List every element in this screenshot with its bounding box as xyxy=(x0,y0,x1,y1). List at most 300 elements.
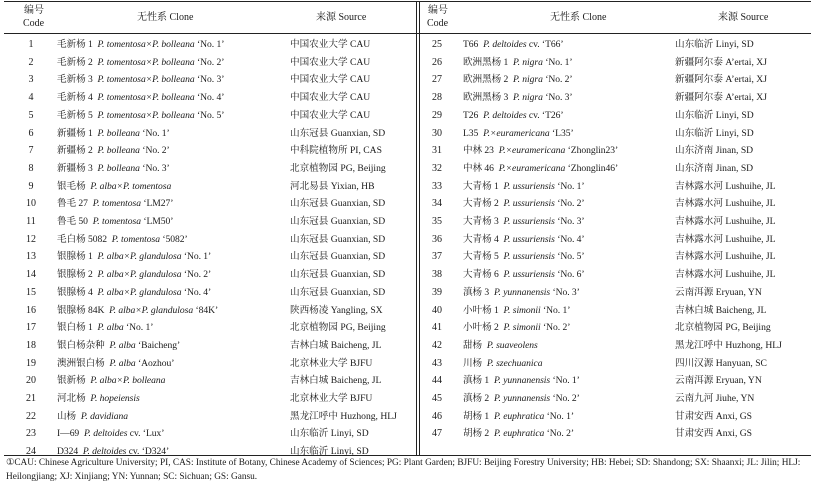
clone-latin-name: P. alba xyxy=(109,339,136,351)
clone-latin-name: P. ussuriensis xyxy=(503,216,555,227)
clone-cell xyxy=(57,54,224,72)
source-cell: 中国农业大学 CAU xyxy=(290,92,371,104)
header-code-cn: 编号 xyxy=(24,5,44,16)
clone-cultivar: ‘No. 2’ xyxy=(552,393,580,404)
clone-latin-name: P. yunnanensis xyxy=(493,375,551,387)
code-cell: 30 xyxy=(432,127,442,139)
clone-latin-name: P. yunnanensis xyxy=(493,393,551,404)
code-cell: 45 xyxy=(432,393,442,404)
table-row xyxy=(0,319,415,337)
table-row xyxy=(420,284,815,302)
source-cell: 中国农业大学 CAU xyxy=(290,109,371,121)
source-cell: 吉林白城 Baicheng, JL xyxy=(675,304,767,316)
clone-cell xyxy=(463,142,618,160)
clone-chinese-name: 欧洲黑杨 3 xyxy=(463,92,509,104)
clone-latin-name: P. ussuriensis xyxy=(503,251,555,263)
code-cell: 13 xyxy=(26,251,36,263)
clone-chinese-name: L35 xyxy=(463,127,479,139)
clone-cultivar: ‘No. 3’ xyxy=(196,74,225,86)
clone-chinese-name: 大青杨 3 xyxy=(463,216,499,227)
clone-chinese-name: 银腺杨 84K xyxy=(57,304,105,316)
source-cell: 甘肃安西 Anxi, GS xyxy=(675,428,753,440)
clone-cultivar: ‘Baicheng’ xyxy=(137,339,181,351)
clone-cultivar: ‘No. 4’ xyxy=(557,233,585,245)
source-cell: 山东冠县 Guanxian, SD xyxy=(290,127,386,139)
code-cell: 14 xyxy=(26,269,36,281)
clone-latin-name: P. suaveolens xyxy=(486,339,538,351)
clone-latin-name: P. tomentosa×P. bolleana xyxy=(97,109,195,121)
source-cell: 黑龙江呼中 Huzhong, HLJ xyxy=(675,339,782,351)
clone-latin-name: P. simonii xyxy=(503,322,541,334)
clone-cultivar: ‘Aozhou’ xyxy=(137,357,175,369)
clone-cultivar: ‘No. 2’ xyxy=(543,322,571,334)
source-cell: 山东临沂 Linyi, SD xyxy=(290,446,369,458)
table-row xyxy=(0,231,415,249)
source-cell: 山东临沂 Linyi, SD xyxy=(675,127,754,139)
clone-cultivar: cv. ‘D324’ xyxy=(128,446,170,458)
clone-latin-name: P. tomentosa×P. bolleana xyxy=(97,74,195,86)
clone-chinese-name: 河北杨 xyxy=(57,393,86,404)
clone-latin-name: P. alba×P. glandulosa xyxy=(97,269,182,281)
clone-chinese-name: 银新杨 xyxy=(57,375,86,387)
clone-chinese-name: 毛新杨 3 xyxy=(57,74,93,86)
clone-cell xyxy=(57,142,170,160)
clone-latin-name: P. tomentosa xyxy=(92,198,141,210)
clone-cell xyxy=(57,178,171,196)
code-cell: 28 xyxy=(432,92,442,104)
code-cell: 31 xyxy=(432,145,442,157)
code-cell: 5 xyxy=(28,109,34,121)
clone-latin-name: P. alba×P. glandulosa xyxy=(97,251,182,263)
table-row xyxy=(420,89,815,107)
clone-cultivar: ‘No. 1’ xyxy=(183,251,212,263)
clone-chinese-name: T26 xyxy=(463,109,479,121)
source-cell: 黑龙江呼中 Huzhong, HLJ xyxy=(290,410,397,422)
table-row xyxy=(0,337,415,355)
code-cell: 8 xyxy=(28,162,34,174)
code-cell: 32 xyxy=(432,162,442,174)
clone-chinese-name: 川杨 xyxy=(463,357,483,369)
clone-latin-name: P. simonii xyxy=(503,304,541,316)
table-row xyxy=(0,36,415,54)
source-cell: 云南洱源 Eryuan, YN xyxy=(675,286,762,298)
code-cell: 25 xyxy=(432,39,442,50)
clone-cell xyxy=(57,213,173,231)
clone-cultivar: ‘No. 5’ xyxy=(557,251,585,263)
clone-cell xyxy=(463,284,580,302)
code-cell: 19 xyxy=(26,357,36,369)
clone-cultivar: ‘No. 1’ xyxy=(557,180,585,192)
clone-cultivar: ‘No. 1’ xyxy=(543,304,571,316)
clone-cultivar: ‘No. 3’ xyxy=(552,286,580,298)
clone-cell xyxy=(463,266,585,284)
source-cell: 中科院植物所 PI, CAS xyxy=(290,145,382,157)
clone-cell xyxy=(463,54,573,72)
source-cell: 山东冠县 Guanxian, SD xyxy=(290,269,386,281)
clone-cultivar: ‘No. 5’ xyxy=(196,109,225,121)
clone-cultivar: ‘No. 6’ xyxy=(557,269,585,281)
clone-chinese-name: 山杨 xyxy=(57,410,77,422)
code-cell: 24 xyxy=(26,446,36,458)
clone-chinese-name: 胡杨 2 xyxy=(463,428,490,440)
table-row xyxy=(0,89,415,107)
right-header xyxy=(420,0,815,32)
source-cell: 山东冠县 Guanxian, SD xyxy=(290,251,386,263)
code-cell: 29 xyxy=(432,109,442,121)
clone-latin-name: P. bolleana xyxy=(97,145,140,157)
clone-chinese-name: 中林 23 xyxy=(463,145,494,157)
clone-latin-name: P.×euramericana xyxy=(483,127,550,139)
clone-cultivar: ‘5082’ xyxy=(162,233,188,245)
source-cell: 山东冠县 Guanxian, SD xyxy=(290,216,386,227)
table-row xyxy=(420,319,815,337)
clone-chinese-name: 银腺杨 1 xyxy=(57,251,93,263)
clone-cell xyxy=(463,71,573,89)
left-header xyxy=(0,0,416,32)
table-row xyxy=(420,142,815,160)
code-cell: 18 xyxy=(26,339,36,351)
clone-cultivar: ‘No. 2’ xyxy=(546,428,574,440)
clone-cell xyxy=(57,266,211,284)
code-cell: 6 xyxy=(28,127,34,139)
table-row xyxy=(420,178,815,196)
table-row xyxy=(420,231,815,249)
clone-latin-name: P. tomentosa×P. bolleana xyxy=(97,56,195,68)
source-cell: 云南洱源 Eryuan, YN xyxy=(675,375,762,387)
clone-cultivar: cv. ‘Lux’ xyxy=(129,428,165,440)
clone-latin-name: P. tomentosa×P. bolleana xyxy=(97,39,195,50)
clone-latin-name: P. deltoides xyxy=(83,428,128,440)
clone-chinese-name: 滇杨 1 xyxy=(463,375,490,387)
clone-cell xyxy=(57,71,224,89)
clone-cultivar: ‘No. 1’ xyxy=(552,375,580,387)
source-cell: 吉林露水河 Lushuihe, JL xyxy=(675,233,776,245)
clone-cell xyxy=(57,408,128,426)
clone-latin-name: P. deltoides xyxy=(483,109,527,121)
clone-cell xyxy=(57,337,180,355)
code-cell: 16 xyxy=(26,304,36,316)
clone-cultivar: ‘No. 3’ xyxy=(557,216,585,227)
clone-cell xyxy=(463,231,585,249)
clone-latin-name: P. yunnanensis xyxy=(493,286,551,298)
clone-latin-name: P. alba×P. bolleana xyxy=(90,375,166,387)
clone-cell xyxy=(57,36,224,54)
clone-cell xyxy=(463,213,585,231)
clone-cultivar: ‘No. 1’ xyxy=(142,127,170,139)
header-code-en: Code xyxy=(427,18,449,29)
clone-latin-name: P. davidiana xyxy=(80,410,129,422)
clone-cell xyxy=(463,355,542,373)
clone-cell xyxy=(463,372,580,390)
clone-chinese-name: 大青杨 5 xyxy=(463,251,499,263)
clone-chinese-name: 滇杨 2 xyxy=(463,393,490,404)
table-row xyxy=(420,302,815,320)
clone-chinese-name: 大青杨 1 xyxy=(463,180,499,192)
clone-cultivar: ‘No. 1’ xyxy=(546,410,574,422)
clone-latin-name: P. ussuriensis xyxy=(503,233,555,245)
clone-chinese-name: 胡杨 1 xyxy=(463,410,490,422)
clone-cultivar: ‘LM27’ xyxy=(143,198,174,210)
code-cell: 40 xyxy=(432,304,442,316)
clone-latin-name: P. deltoides xyxy=(82,446,127,458)
source-cell: 山东冠县 Guanxian, SD xyxy=(290,286,386,298)
source-cell: 山东冠县 Guanxian, SD xyxy=(290,198,386,210)
clone-chinese-name: 毛新杨 5 xyxy=(57,109,93,121)
clone-chinese-name: 银毛杨 xyxy=(57,180,86,192)
clone-chinese-name: 小叶杨 1 xyxy=(463,304,499,316)
code-cell: 39 xyxy=(432,286,442,298)
clone-cell xyxy=(463,195,585,213)
clone-cultivar: ‘No. 1’ xyxy=(545,56,573,68)
clone-cell xyxy=(57,107,224,125)
clone-cultivar: ‘No. 3’ xyxy=(545,92,573,104)
source-cell: 河北易县 Yixian, HB xyxy=(290,180,375,192)
clone-cell xyxy=(463,390,580,408)
source-cell: 北京林业大学 BJFU xyxy=(290,393,373,404)
table-row xyxy=(420,355,815,373)
code-cell: 37 xyxy=(432,251,442,263)
table-row xyxy=(420,425,815,443)
code-cell: 34 xyxy=(432,198,442,210)
table-row xyxy=(0,302,415,320)
clone-latin-name: P. euphratica xyxy=(493,410,545,422)
header-code-en: Code xyxy=(23,18,45,29)
clone-cell xyxy=(57,248,211,266)
clone-cultivar: ‘84K’ xyxy=(195,304,219,316)
code-cell: 10 xyxy=(26,198,36,210)
table-row xyxy=(0,372,415,390)
source-cell: 中国农业大学 CAU xyxy=(290,74,371,86)
clone-latin-name: P. alba×P. glandulosa xyxy=(97,286,182,298)
clone-latin-name: P. bolleana xyxy=(97,127,140,139)
clone-chinese-name: 欧洲黑杨 1 xyxy=(463,56,509,68)
clone-chinese-name: D324 xyxy=(57,446,79,458)
source-cell: 吉林露水河 Lushuihe, JL xyxy=(675,269,776,281)
clone-latin-name: P. alba×P. tomentosa xyxy=(90,180,172,192)
clone-chinese-name: 大青杨 6 xyxy=(463,269,499,281)
code-cell: 27 xyxy=(432,74,442,86)
header-code-cn: 编号 xyxy=(428,5,448,16)
source-cell: 北京林业大学 BJFU xyxy=(290,357,373,369)
clone-latin-name: P. tomentosa×P. bolleana xyxy=(97,92,195,104)
clone-cultivar: ‘No. 4’ xyxy=(196,92,225,104)
clone-latin-name: P. tomentosa xyxy=(111,233,160,245)
clone-chinese-name: 鲁毛 50 xyxy=(57,216,88,227)
clone-chinese-name: 欧洲黑杨 2 xyxy=(463,74,509,86)
code-cell: 21 xyxy=(26,393,36,404)
clone-chinese-name: 新疆杨 2 xyxy=(57,145,93,157)
source-cell: 北京植物园 PG, Beijing xyxy=(290,162,386,174)
clone-chinese-name: 新疆杨 1 xyxy=(57,127,93,139)
clone-cultivar: ‘Zhonglin23’ xyxy=(567,145,619,157)
clone-cell xyxy=(57,372,165,390)
code-cell: 7 xyxy=(28,145,34,157)
clone-cultivar: cv. ‘T26’ xyxy=(528,109,564,121)
clone-latin-name: P. nigra xyxy=(513,56,543,68)
clone-cultivar: cv. ‘T66’ xyxy=(528,39,564,50)
clone-chinese-name: 银白杨 1 xyxy=(57,322,93,334)
code-cell: 26 xyxy=(432,56,442,68)
clone-chinese-name: 毛新杨 1 xyxy=(57,39,93,50)
clone-latin-name: P. ussuriensis xyxy=(503,269,555,281)
clone-cultivar: ‘No. 2’ xyxy=(142,145,170,157)
source-cell: 山东临沂 Linyi, SD xyxy=(290,428,369,440)
clone-latin-name: P. tomentosa xyxy=(92,216,141,227)
clone-latin-name: P. deltoides xyxy=(483,39,527,50)
code-cell: 1 xyxy=(28,39,34,50)
table-row xyxy=(420,248,815,266)
clone-chinese-name: I—69 xyxy=(57,428,80,440)
clone-chinese-name: 中林 46 xyxy=(463,162,494,174)
table-row xyxy=(0,142,415,160)
source-cell: 吉林露水河 Lushuihe, JL xyxy=(675,251,776,263)
clone-latin-name: P. ussuriensis xyxy=(503,180,555,192)
clone-cell xyxy=(463,178,585,196)
code-cell: 17 xyxy=(26,322,36,334)
table-row xyxy=(0,284,415,302)
clone-cell xyxy=(463,248,585,266)
table-row xyxy=(420,372,815,390)
code-cell: 3 xyxy=(28,74,34,86)
clone-cultivar: ‘No. 1’ xyxy=(196,39,225,50)
table-row xyxy=(0,355,415,373)
source-cell: 山东济南 Jinan, SD xyxy=(675,145,754,157)
code-cell: 43 xyxy=(432,357,442,369)
clone-cultivar: ‘No. 3’ xyxy=(142,162,170,174)
clone-cell xyxy=(463,160,618,178)
clone-cell xyxy=(463,408,574,426)
header-source: 来源 Source xyxy=(316,12,367,23)
table-row xyxy=(0,408,415,426)
source-cell: 山东临沂 Linyi, SD xyxy=(675,109,754,121)
clone-cell xyxy=(57,89,224,107)
table-row xyxy=(0,195,415,213)
header-clone: 无性系 Clone xyxy=(137,12,194,23)
clone-cultivar: ‘No. 2’ xyxy=(545,74,573,86)
source-cell: 新疆阿尔泰 A’ertai, XJ xyxy=(675,56,767,68)
clone-cell xyxy=(57,231,188,249)
clone-latin-name: P. szechuanica xyxy=(486,357,543,369)
clone-cultivar: ‘No. 1’ xyxy=(125,322,154,334)
table-row xyxy=(420,71,815,89)
footnote: ①CAU: Chinese Agriculture University; PI, CAS: Institute of Botany, Chinese Academy of Sciences; PG: Plant Garden; BJFU: Beijing Forestry University; HB: Hebei; SD: Shandong; SX: Shaanxi; JL: Jilin; HLJ: Heilongjiang; XJ: Xinjiang; YN: Yunnan; SC: Sichuan; GS: Gansu. xyxy=(6,458,801,482)
code-cell: 44 xyxy=(432,375,442,387)
clone-cell xyxy=(463,319,570,337)
table-row xyxy=(420,54,815,72)
clone-cultivar: ‘No. 2’ xyxy=(196,56,225,68)
table-row xyxy=(420,107,815,125)
clone-cell xyxy=(57,390,140,408)
source-cell: 吉林露水河 Lushuihe, JL xyxy=(675,180,776,192)
table-row xyxy=(0,178,415,196)
source-cell: 山东冠县 Guanxian, SD xyxy=(290,233,386,245)
clone-cultivar: ‘No. 2’ xyxy=(557,198,585,210)
table-row xyxy=(420,213,815,231)
source-cell: 新疆阿尔泰 A’ertai, XJ xyxy=(675,74,767,86)
clone-chinese-name: 小叶杨 2 xyxy=(463,322,499,334)
source-cell: 吉林露水河 Lushuihe, JL xyxy=(675,198,776,210)
clone-latin-name: P. bolleana xyxy=(97,162,140,174)
source-cell: 中国农业大学 CAU xyxy=(290,56,371,68)
clone-latin-name: P. alba xyxy=(109,357,136,369)
clone-chinese-name: T66 xyxy=(463,39,479,50)
clone-cell xyxy=(57,195,173,213)
clone-latin-name: P. hopeiensis xyxy=(90,393,140,404)
clone-cell xyxy=(463,425,574,443)
code-cell: 12 xyxy=(26,233,36,245)
header-rule xyxy=(4,33,811,34)
code-cell: 47 xyxy=(432,428,442,440)
source-cell: 吉林露水河 Lushuihe, JL xyxy=(675,216,776,227)
source-cell: 甘肃安西 Anxi, GS xyxy=(675,410,753,422)
code-cell: 9 xyxy=(28,180,34,192)
clone-chinese-name: 银腺杨 4 xyxy=(57,286,93,298)
code-cell: 35 xyxy=(432,216,442,227)
clone-cell xyxy=(463,125,574,143)
source-cell: 陕西杨凌 Yangling, SX xyxy=(290,304,383,316)
table-row xyxy=(420,390,815,408)
code-cell: 15 xyxy=(26,286,36,298)
code-cell: 11 xyxy=(26,216,36,227)
table-row xyxy=(0,248,415,266)
center-divider-left xyxy=(416,1,417,456)
clone-chinese-name: 鲁毛 27 xyxy=(57,198,88,210)
source-cell: 山东临沂 Linyi, SD xyxy=(675,39,754,50)
table-row xyxy=(0,266,415,284)
source-cell: 中国农业大学 CAU xyxy=(290,39,371,50)
clone-cultivar: ‘LM50’ xyxy=(143,216,174,227)
source-cell: 山东济南 Jinan, SD xyxy=(675,162,754,174)
clone-chinese-name: 大青杨 2 xyxy=(463,198,499,210)
table-row xyxy=(420,266,815,284)
source-cell: 北京植物园 PG, Beijing xyxy=(290,322,386,334)
clone-latin-name: P. alba×P. glandulosa xyxy=(109,304,194,316)
clone-latin-name: P. ussuriensis xyxy=(503,198,555,210)
clone-cultivar: ‘No. 4’ xyxy=(183,286,212,298)
code-cell: 22 xyxy=(26,410,36,422)
clone-latin-name: P. euphratica xyxy=(493,428,545,440)
code-cell: 2 xyxy=(28,56,34,68)
source-cell: 云南九河 Jiuhe, YN xyxy=(675,393,755,404)
table-row xyxy=(0,390,415,408)
source-cell: 四川汉源 Hanyuan, SC xyxy=(675,357,767,369)
clone-cell xyxy=(463,36,564,54)
table-row xyxy=(0,425,415,443)
table-row xyxy=(0,125,415,143)
clone-cell xyxy=(463,107,564,125)
table-row xyxy=(0,54,415,72)
clone-cell xyxy=(463,302,570,320)
clone-cultivar: ‘Zhonglin46’ xyxy=(567,162,619,174)
table-row xyxy=(0,160,415,178)
code-cell: 4 xyxy=(28,92,34,104)
table-row xyxy=(0,107,415,125)
clone-cell xyxy=(57,425,164,443)
clone-cell xyxy=(463,89,573,107)
clone-cell xyxy=(57,302,218,320)
clone-cultivar: ‘L35’ xyxy=(552,127,574,139)
clone-chinese-name: 新疆杨 3 xyxy=(57,162,93,174)
clone-latin-name: P.×euramericana xyxy=(498,162,566,174)
code-cell: 38 xyxy=(432,269,442,281)
code-cell: 33 xyxy=(432,180,442,192)
clone-chinese-name: 毛新杨 4 xyxy=(57,92,93,104)
header-source: 来源 Source xyxy=(718,12,769,23)
clone-latin-name: P.×euramericana xyxy=(498,145,566,157)
clone-latin-name: P. nigra xyxy=(513,74,543,86)
clone-chinese-name: 大青杨 4 xyxy=(463,233,499,245)
table-row xyxy=(420,195,815,213)
